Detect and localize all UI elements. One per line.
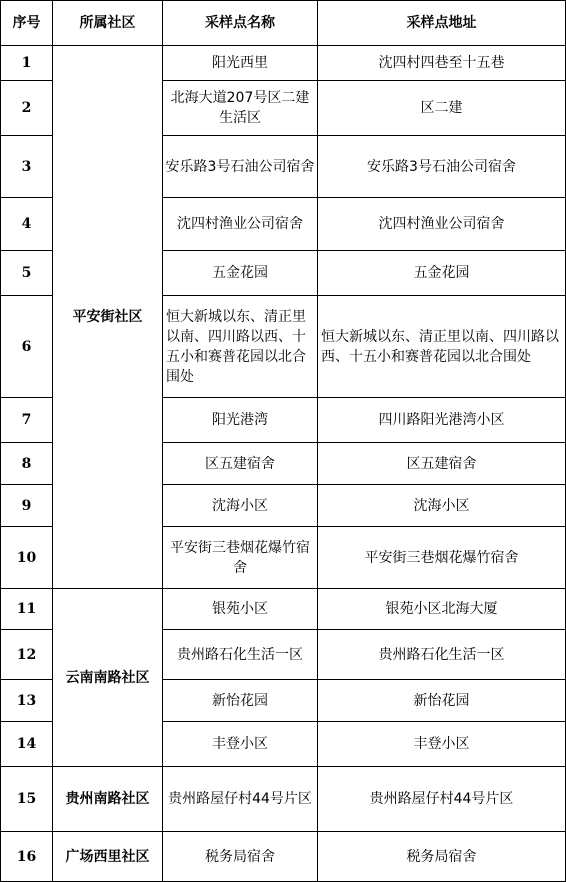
point-name: 新怡花园 xyxy=(163,680,318,722)
row-number: 5 xyxy=(1,251,53,296)
point-address: 恒大新城以东、清正里以南、四川路以西、十五小和赛普花园以北合围处 xyxy=(318,296,566,398)
point-name: 沈海小区 xyxy=(163,485,318,527)
table-row xyxy=(1,832,566,882)
point-name: 恒大新城以东、清正里以南、四川路以西、十五小和赛普花园以北合围处 xyxy=(163,296,318,398)
point-address: 平安街三巷烟花爆竹宿舍 xyxy=(318,527,566,589)
community-cell: 贵州南路社区 xyxy=(53,767,163,832)
row-number: 6 xyxy=(1,296,53,398)
table-row xyxy=(1,589,566,630)
row-number: 11 xyxy=(1,589,53,630)
point-address: 新怡花园 xyxy=(318,680,566,722)
point-name: 安乐路3号石油公司宿舍 xyxy=(163,136,318,198)
point-address: 贵州路屋仔村44号片区 xyxy=(318,767,566,832)
point-name: 税务局宿舍 xyxy=(163,832,318,882)
table-row xyxy=(1,767,566,832)
point-name: 贵州路屋仔村44号片区 xyxy=(163,767,318,832)
point-address: 安乐路3号石油公司宿舍 xyxy=(318,136,566,198)
row-number: 2 xyxy=(1,81,53,136)
row-number: 12 xyxy=(1,630,53,680)
point-address: 区二建 xyxy=(318,81,566,136)
point-address: 银苑小区北海大厦 xyxy=(318,589,566,630)
point-address: 沈海小区 xyxy=(318,485,566,527)
row-number: 16 xyxy=(1,832,53,882)
point-address: 四川路阳光港湾小区 xyxy=(318,398,566,443)
point-name: 五金花园 xyxy=(163,251,318,296)
header-community: 所属社区 xyxy=(53,1,163,46)
row-number: 1 xyxy=(1,46,53,81)
point-address: 贵州路石化生活一区 xyxy=(318,630,566,680)
header-row xyxy=(1,1,566,46)
header-point-address: 采样点地址 xyxy=(318,1,566,46)
point-address: 区五建宿舍 xyxy=(318,443,566,485)
point-address: 沈四村四巷至十五巷 xyxy=(318,46,566,81)
point-address: 丰登小区 xyxy=(318,722,566,767)
point-name: 阳光港湾 xyxy=(163,398,318,443)
community-cell: 平安街社区 xyxy=(53,46,163,589)
point-name: 区五建宿舍 xyxy=(163,443,318,485)
row-number: 14 xyxy=(1,722,53,767)
point-name: 北海大道207号区二建生活区 xyxy=(163,81,318,136)
row-number: 10 xyxy=(1,527,53,589)
row-number: 4 xyxy=(1,198,53,251)
point-name: 银苑小区 xyxy=(163,589,318,630)
point-name: 丰登小区 xyxy=(163,722,318,767)
row-number: 9 xyxy=(1,485,53,527)
row-number: 3 xyxy=(1,136,53,198)
row-number: 7 xyxy=(1,398,53,443)
point-address: 五金花园 xyxy=(318,251,566,296)
row-number: 13 xyxy=(1,680,53,722)
point-name: 平安街三巷烟花爆竹宿舍 xyxy=(163,527,318,589)
table-row xyxy=(1,46,566,81)
community-cell: 广场西里社区 xyxy=(53,832,163,882)
point-name: 贵州路石化生活一区 xyxy=(163,630,318,680)
row-number: 15 xyxy=(1,767,53,832)
point-name: 阳光西里 xyxy=(163,46,318,81)
header-point-name: 采样点名称 xyxy=(163,1,318,46)
header-number: 序号 xyxy=(1,1,53,46)
row-number: 8 xyxy=(1,443,53,485)
point-address: 税务局宿舍 xyxy=(318,832,566,882)
point-address: 沈四村渔业公司宿舍 xyxy=(318,198,566,251)
point-name: 沈四村渔业公司宿舍 xyxy=(163,198,318,251)
community-cell: 云南南路社区 xyxy=(53,589,163,767)
